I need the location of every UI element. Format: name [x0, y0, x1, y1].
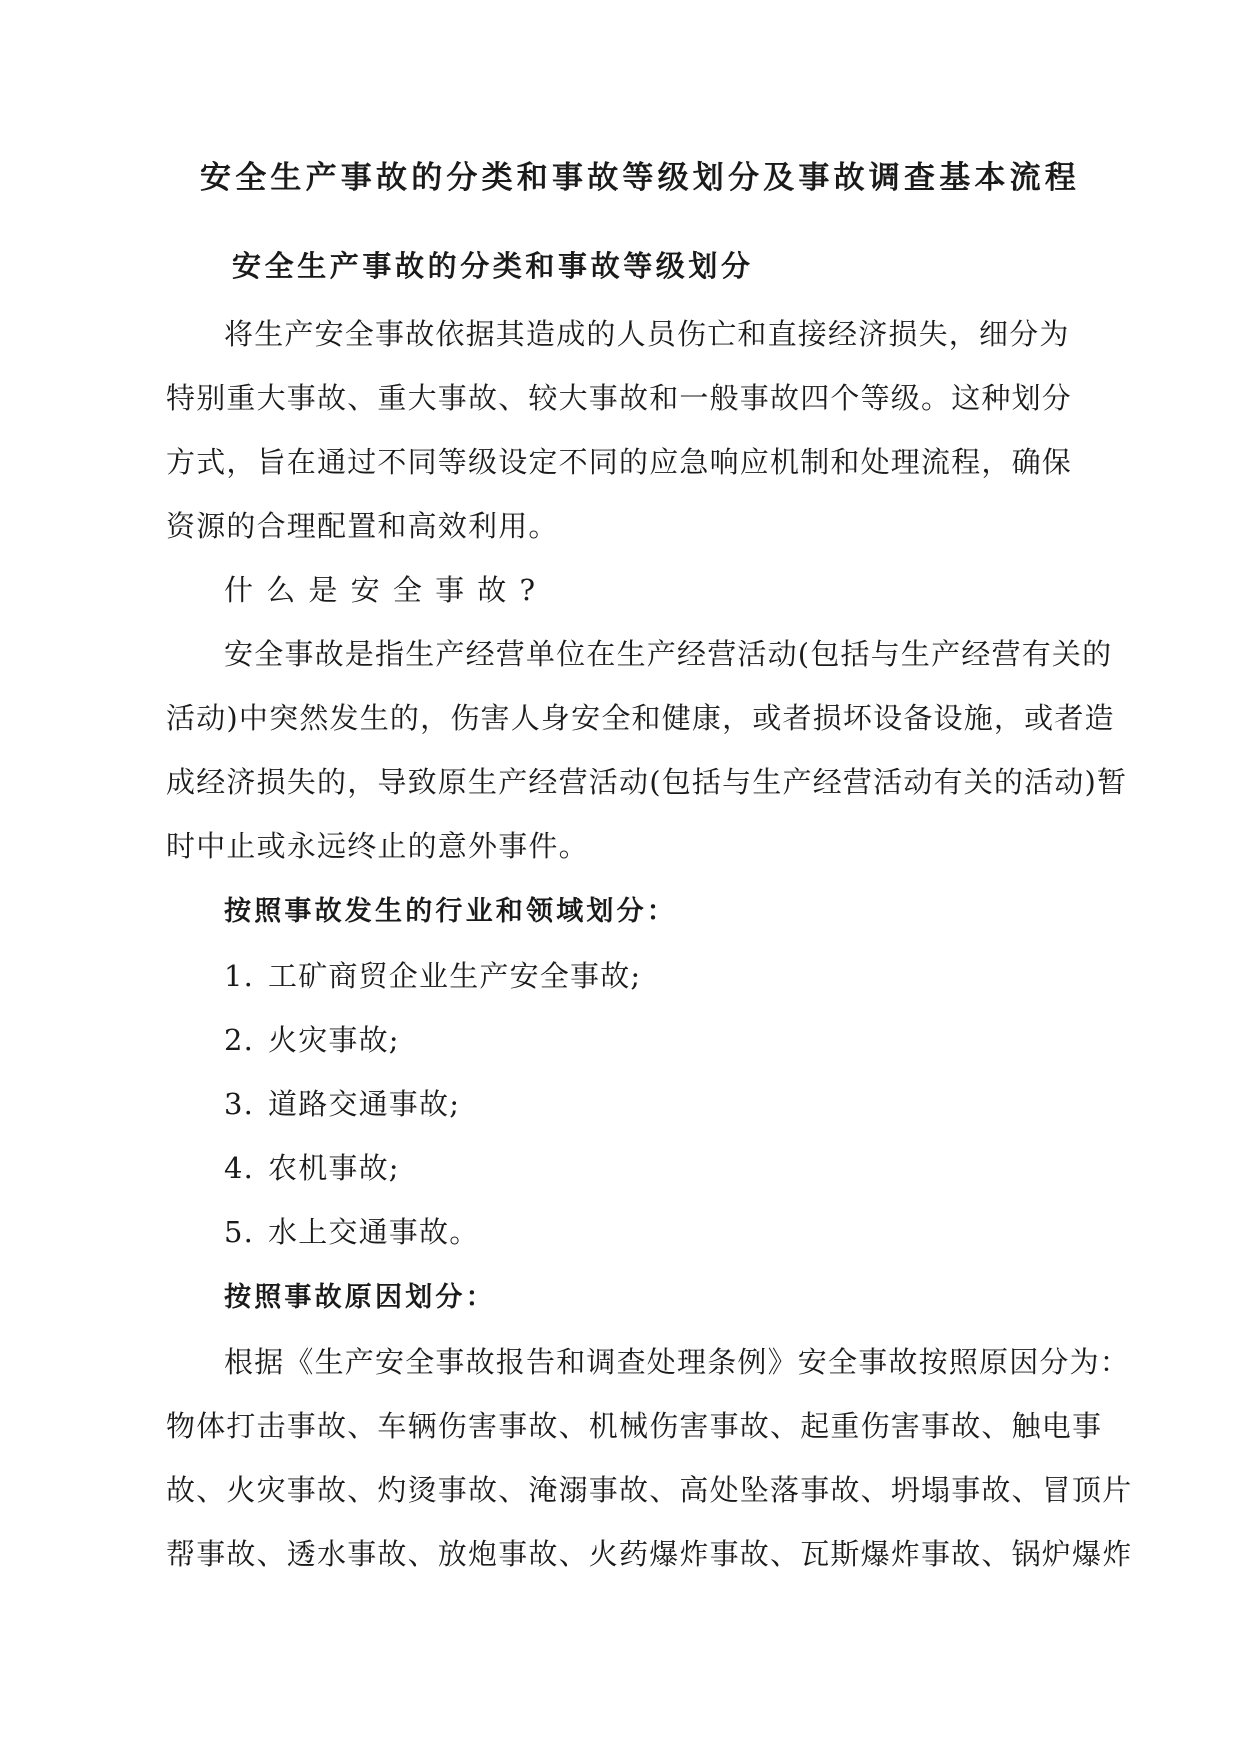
list-item-number: 3.: [224, 1087, 255, 1121]
section-subtitle: 安全生产事故的分类和事故等级划分: [232, 249, 754, 283]
list-item-text: 水上交通事故。: [268, 1215, 480, 1249]
definition-line-2: 活动)中突然发生的，伤害人身安全和健康，或者损坏设备设施，或者造: [166, 701, 1115, 735]
industry-heading: 按照事故发生的行业和领域划分：: [224, 896, 677, 927]
cause-heading: 按照事故原因划分：: [224, 1282, 496, 1313]
list-item-text: 火灾事故;: [268, 1023, 400, 1057]
list-item: [224, 958, 641, 994]
list-item-number: 5.: [224, 1215, 255, 1249]
definition-line-4: 时中止或永远终止的意外事件。: [166, 829, 589, 863]
cause-line-3: 故、火灾事故、灼烫事故、淹溺事故、高处坠落事故、坍塌事故、冒顶片: [166, 1473, 1133, 1507]
list-item: [224, 1086, 460, 1122]
list-item: [224, 1150, 400, 1186]
cause-line-1: 根据《生产安全事故报告和调查处理条例》安全事故按照原因分为：: [224, 1345, 1131, 1379]
list-item-number: 4.: [224, 1151, 255, 1185]
definition-line-3: 成经济损失的，导致原生产经营活动(包括与生产经营活动有关的活动)暂: [166, 765, 1128, 799]
list-item-number: 2.: [224, 1023, 255, 1057]
intro-line-3: 方式，旨在通过不同等级设定不同的应急响应机制和处理流程，确保: [166, 445, 1073, 479]
cause-line-4: 帮事故、透水事故、放炮事故、火药爆炸事故、瓦斯爆炸事故、锅炉爆炸: [166, 1537, 1133, 1571]
intro-line-2: 特别重大事故、重大事故、较大事故和一般事故四个等级。这种划分: [166, 381, 1073, 415]
question-heading: 什 么 是 安 全 事 故 ?: [224, 573, 538, 607]
intro-line-1: 将生产安全事故依据其造成的人员伤亡和直接经济损失，细分为: [224, 317, 1070, 351]
list-item: [224, 1022, 400, 1058]
list-item-text: 农机事故;: [268, 1151, 400, 1185]
list-item: [224, 1214, 479, 1250]
definition-line-1: 安全事故是指生产经营单位在生产经营活动(包括与生产经营有关的: [224, 637, 1113, 671]
list-item-text: 工矿商贸企业生产安全事故;: [268, 959, 642, 993]
intro-line-4: 资源的合理配置和高效利用。: [166, 509, 559, 543]
page-title: 安全生产事故的分类和事故等级划分及事故调查基本流程: [200, 160, 1080, 196]
cause-line-2: 物体打击事故、车辆伤害事故、机械伤害事故、起重伤害事故、触电事: [166, 1409, 1103, 1443]
list-item-number: 1.: [224, 959, 255, 993]
list-item-text: 道路交通事故;: [268, 1087, 461, 1121]
